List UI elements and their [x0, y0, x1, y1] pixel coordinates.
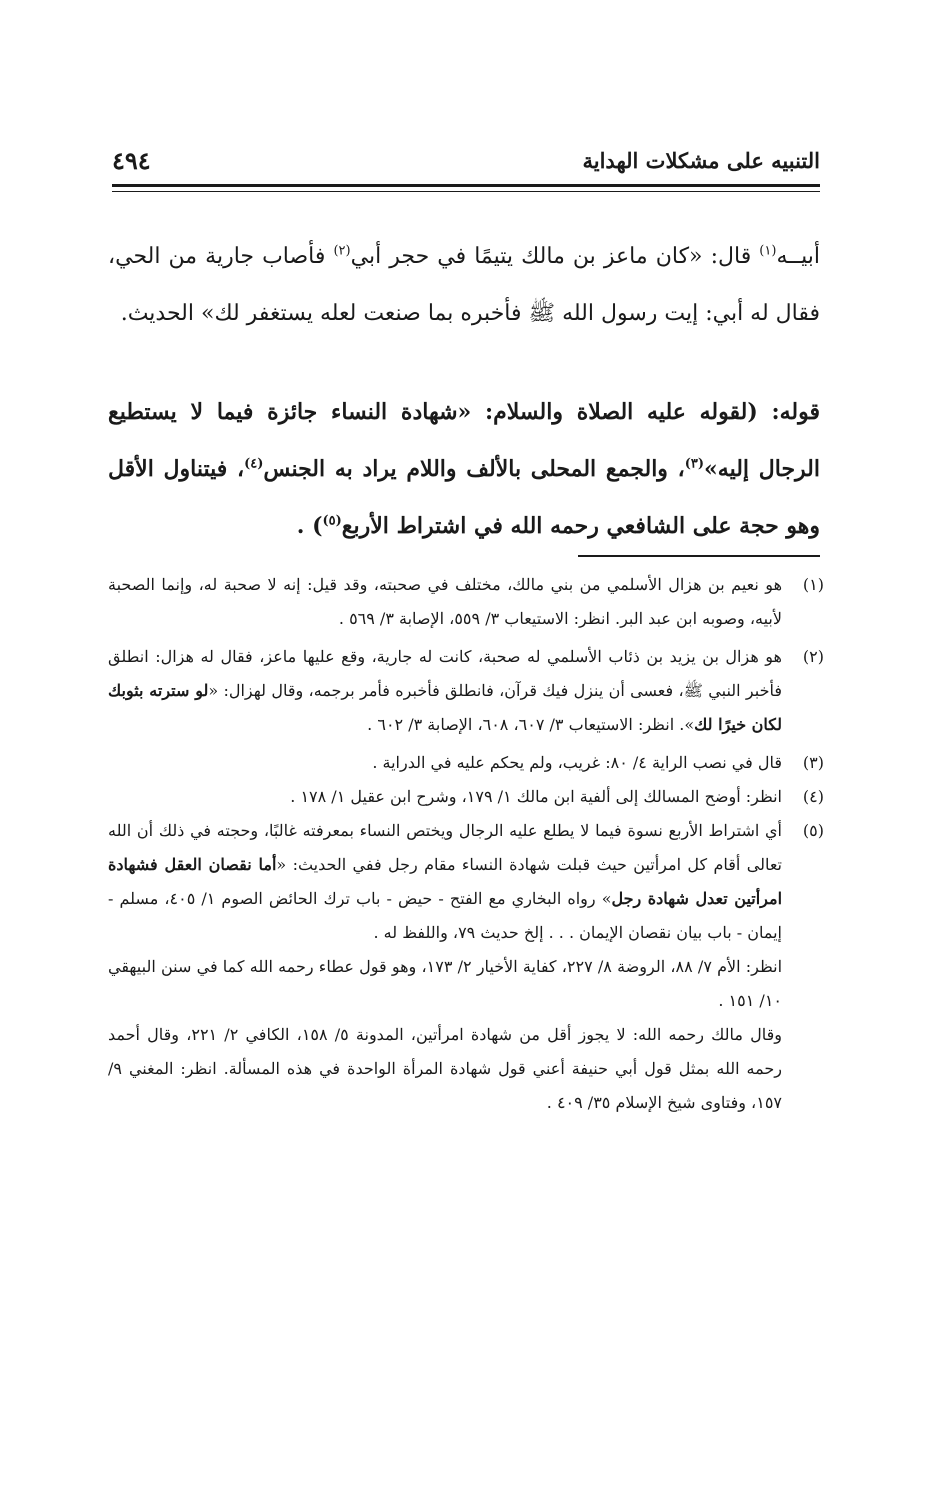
footnote-number: (٢)	[802, 647, 824, 666]
p1-text-c: فأصاب جارية من الحي، فقال له أبي: إيت رسول الله ﷺ فأخبره بما صنعت لعله يستغفر لك» الحديث.	[108, 244, 820, 326]
fn2-text-a: هو هزال بن يزيد بن ذئاب الأسلمي له صحبة، كانت له جارية، وقع عليها ماعز، فقال له هزال: انطلق فأخبر النبي ﷺ، فعسى أن ينزل فيك قرآن، فانطلق فأخبره فأمر برجمه، وقال لهزال: «	[108, 647, 782, 700]
footnote-number: (٥)	[802, 821, 824, 840]
body-paragraph-1	[108, 228, 820, 342]
footnote-5-continuation-2: وقال مالك رحمه الله: لا يجوز أقل من شهادة امرأتين، المدونة ٥/ ١٥٨، الكافي ٢/ ٢٢١، وقال أحمد رحمه الله بمثل قول أبي حنيفة أعني قول شهادة المرأة الواحدة في هذه المسألة. انظر: المغني ٩/ ١٥٧، وفتاوى شيخ الإسلام ٣٥/ ٤٠٩ .	[108, 1025, 782, 1112]
fn5-text-b: » رواه البخاري مع الفتح - حيض - باب ترك الحائض الصوم ١/ ٤٠٥، مسلم - إيمان - باب بيان نقصان الإيمان . . . إلخ حديث ٧٩، واللفظ له .	[108, 889, 782, 942]
footnote-ref-5[interactable]: (٥)	[322, 513, 342, 529]
footnote-1	[108, 568, 824, 636]
book-title: التنبيه على مشكلات الهداية	[582, 147, 820, 173]
footnote-number: (١)	[802, 575, 824, 594]
footnote-text: انظر: أوضح المسالك إلى ألفية ابن مالك ١/ ١٧٩، وشرح ابن عقيل ١/ ١٧٨ .	[290, 787, 782, 806]
footnote-5	[108, 814, 824, 950]
fn2-hadith-quote: لو سترته بثوبك لكان خيرًا لك	[108, 681, 782, 734]
footnote-number: (٤)	[802, 787, 824, 806]
fn5-text-a: أي اشتراط الأربع نسوة فيما لا يطلع عليه الرجال ويختص النساء بمعرفته غالبًا، وحجته في ذلك أن الله تعالى أقام كل امرأتين حيث قبلت شهادة النساء مقام رجل ففي الحديث: «	[108, 821, 782, 874]
p2-text-b: ، والجمع المحلى بالألف واللام يراد به الجنس	[263, 456, 685, 482]
footnote-text	[108, 640, 782, 742]
footnote-4	[108, 780, 824, 814]
p2-text-c: ، فيتناول الأقل وهو حجة على الشافعي رحمه الله في اشتراط الأربع	[108, 456, 820, 539]
body-paragraph-2	[108, 384, 820, 555]
footnote-text: قال في نصب الراية ٤/ ٨٠: غريب، ولم يحكم عليه في الدراية .	[372, 753, 782, 772]
header-rule-thin	[112, 191, 820, 192]
footnote-5-continuation-1: انظر: الأم ٧/ ٨٨، الروضة ٨/ ٢٢٧، كفاية الأخيار ٢/ ١٧٣، وهو قول عطاء رحمه الله كما في سنن البيهقي ١٠/ ١٥١ .	[108, 957, 783, 1010]
footnote-ref-2[interactable]: (٢)	[333, 243, 351, 259]
footnote-text: هو نعيم بن هزال الأسلمي من بني مالك، مختلف في صحبته، وقد قيل: إنه لا صحبة له، وإنما الصحبة لأبيه، وصوبه ابن عبد البر. انظر: الاستيعاب ٣/ ٥٥٩، الإصابة ٣/ ٥٦٩ .	[108, 575, 782, 628]
fn2-text-b: ». انظر: الاستيعاب ٣/ ٦٠٧، ٦٠٨، الإصابة ٣/ ٦٠٢ .	[367, 715, 695, 734]
footnote-text	[108, 814, 782, 950]
header-rule-thick	[112, 184, 820, 187]
page-number: ٤٩٤	[112, 145, 151, 175]
running-header	[112, 140, 820, 180]
footnotes	[108, 568, 824, 1120]
fn5-hadith-quote: أما نقصان العقل فشهادة امرأتين تعدل شهادة رجل	[108, 855, 783, 908]
footnote-ref-1[interactable]: (١)	[759, 243, 777, 259]
footnote-2	[108, 640, 824, 742]
p1-text-a: أبيــه	[776, 244, 820, 269]
p1-text-b: قال: «كان ماعز بن مالك يتيمًا في حجر أبي	[350, 244, 760, 269]
footnote-ref-4[interactable]: (٤)	[244, 456, 264, 472]
p2-text-d: ) .	[296, 513, 323, 539]
footnote-separator	[578, 555, 820, 557]
footnote-3	[108, 746, 824, 780]
p2-text-a: قوله: (لقوله عليه الصلاة والسلام: «شهادة النساء جائزة فيما لا يستطيع الرجال إليه»	[108, 399, 820, 482]
footnote-ref-3[interactable]: (٣)	[684, 456, 705, 472]
footnote-number: (٣)	[802, 753, 824, 772]
